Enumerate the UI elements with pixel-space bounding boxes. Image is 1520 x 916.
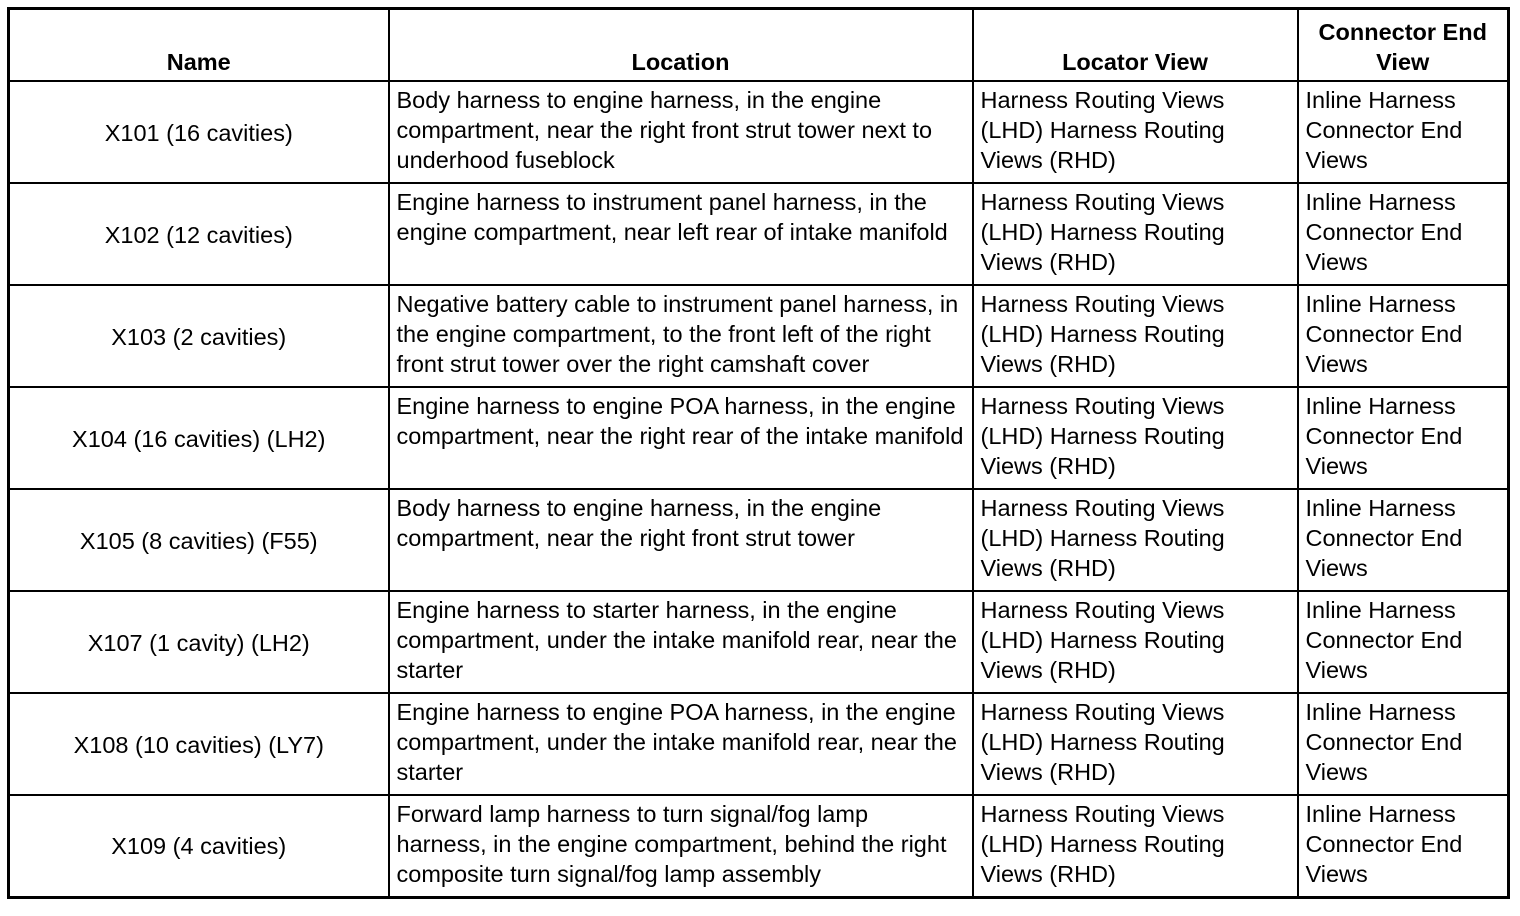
table-row — [9, 591, 1509, 693]
connector-end-view: Inline Harness Connector End Views — [1298, 285, 1509, 387]
connector-end-view: Inline Harness Connector End Views — [1298, 489, 1509, 591]
table-row — [9, 693, 1509, 795]
connector-location: Engine harness to engine POA harness, in the engine compartment, near the right rear of the intake manifold — [389, 387, 973, 489]
table-row — [9, 387, 1509, 489]
connector-name: X102 (12 cavities) — [9, 183, 389, 285]
connector-locator-view: Harness Routing Views (LHD) Harness Routing Views (RHD) — [973, 489, 1298, 591]
connector-location: Body harness to engine harness, in the engine compartment, near the right front strut tower — [389, 489, 973, 591]
connector-name: X101 (16 cavities) — [9, 81, 389, 183]
connector-name: X107 (1 cavity) (LH2) — [9, 591, 389, 693]
table-header-row — [9, 9, 1509, 82]
connector-locator-view: Harness Routing Views (LHD) Harness Routing Views (RHD) — [973, 591, 1298, 693]
connector-end-view: Inline Harness Connector End Views — [1298, 591, 1509, 693]
connector-location: Engine harness to starter harness, in the engine compartment, under the intake manifold rear, near the starter — [389, 591, 973, 693]
connector-end-view: Inline Harness Connector End Views — [1298, 81, 1509, 183]
table-row — [9, 183, 1509, 285]
connector-locator-view: Harness Routing Views (LHD) Harness Routing Views (RHD) — [973, 387, 1298, 489]
connector-locator-view: Harness Routing Views (LHD) Harness Routing Views (RHD) — [973, 795, 1298, 897]
connector-locator-view: Harness Routing Views (LHD) Harness Routing Views (RHD) — [973, 183, 1298, 285]
connector-location: Engine harness to engine POA harness, in the engine compartment, under the intake manifold rear, near the starter — [389, 693, 973, 795]
table-row — [9, 795, 1509, 897]
table-row — [9, 81, 1509, 183]
connector-location: Engine harness to instrument panel harness, in the engine compartment, near left rear of intake manifold — [389, 183, 973, 285]
header-location: Location — [389, 9, 973, 82]
connector-name: X109 (4 cavities) — [9, 795, 389, 897]
connector-end-view: Inline Harness Connector End Views — [1298, 795, 1509, 897]
connector-table — [7, 7, 1510, 899]
connector-end-view: Inline Harness Connector End Views — [1298, 387, 1509, 489]
connector-locator-view: Harness Routing Views (LHD) Harness Routing Views (RHD) — [973, 693, 1298, 795]
header-connector-end-view: Connector End View — [1298, 9, 1509, 82]
connector-end-view: Inline Harness Connector End Views — [1298, 183, 1509, 285]
table-row — [9, 285, 1509, 387]
connector-location: Forward lamp harness to turn signal/fog lamp harness, in the engine compartment, behind the right composite turn signal/fog lamp assembly — [389, 795, 973, 897]
header-name: Name — [9, 9, 389, 82]
connector-name: X105 (8 cavities) (F55) — [9, 489, 389, 591]
connector-location: Body harness to engine harness, in the engine compartment, near the right front strut tower next to underhood fuseblock — [389, 81, 973, 183]
table-row — [9, 489, 1509, 591]
connector-location: Negative battery cable to instrument panel harness, in the engine compartment, to the front left of the right front strut tower over the right camshaft cover — [389, 285, 973, 387]
connector-name: X104 (16 cavities) (LH2) — [9, 387, 389, 489]
connector-name: X103 (2 cavities) — [9, 285, 389, 387]
connector-locator-view: Harness Routing Views (LHD) Harness Routing Views (RHD) — [973, 81, 1298, 183]
connector-name: X108 (10 cavities) (LY7) — [9, 693, 389, 795]
header-locator-view: Locator View — [973, 9, 1298, 82]
connector-end-view: Inline Harness Connector End Views — [1298, 693, 1509, 795]
connector-locator-view: Harness Routing Views (LHD) Harness Routing Views (RHD) — [973, 285, 1298, 387]
